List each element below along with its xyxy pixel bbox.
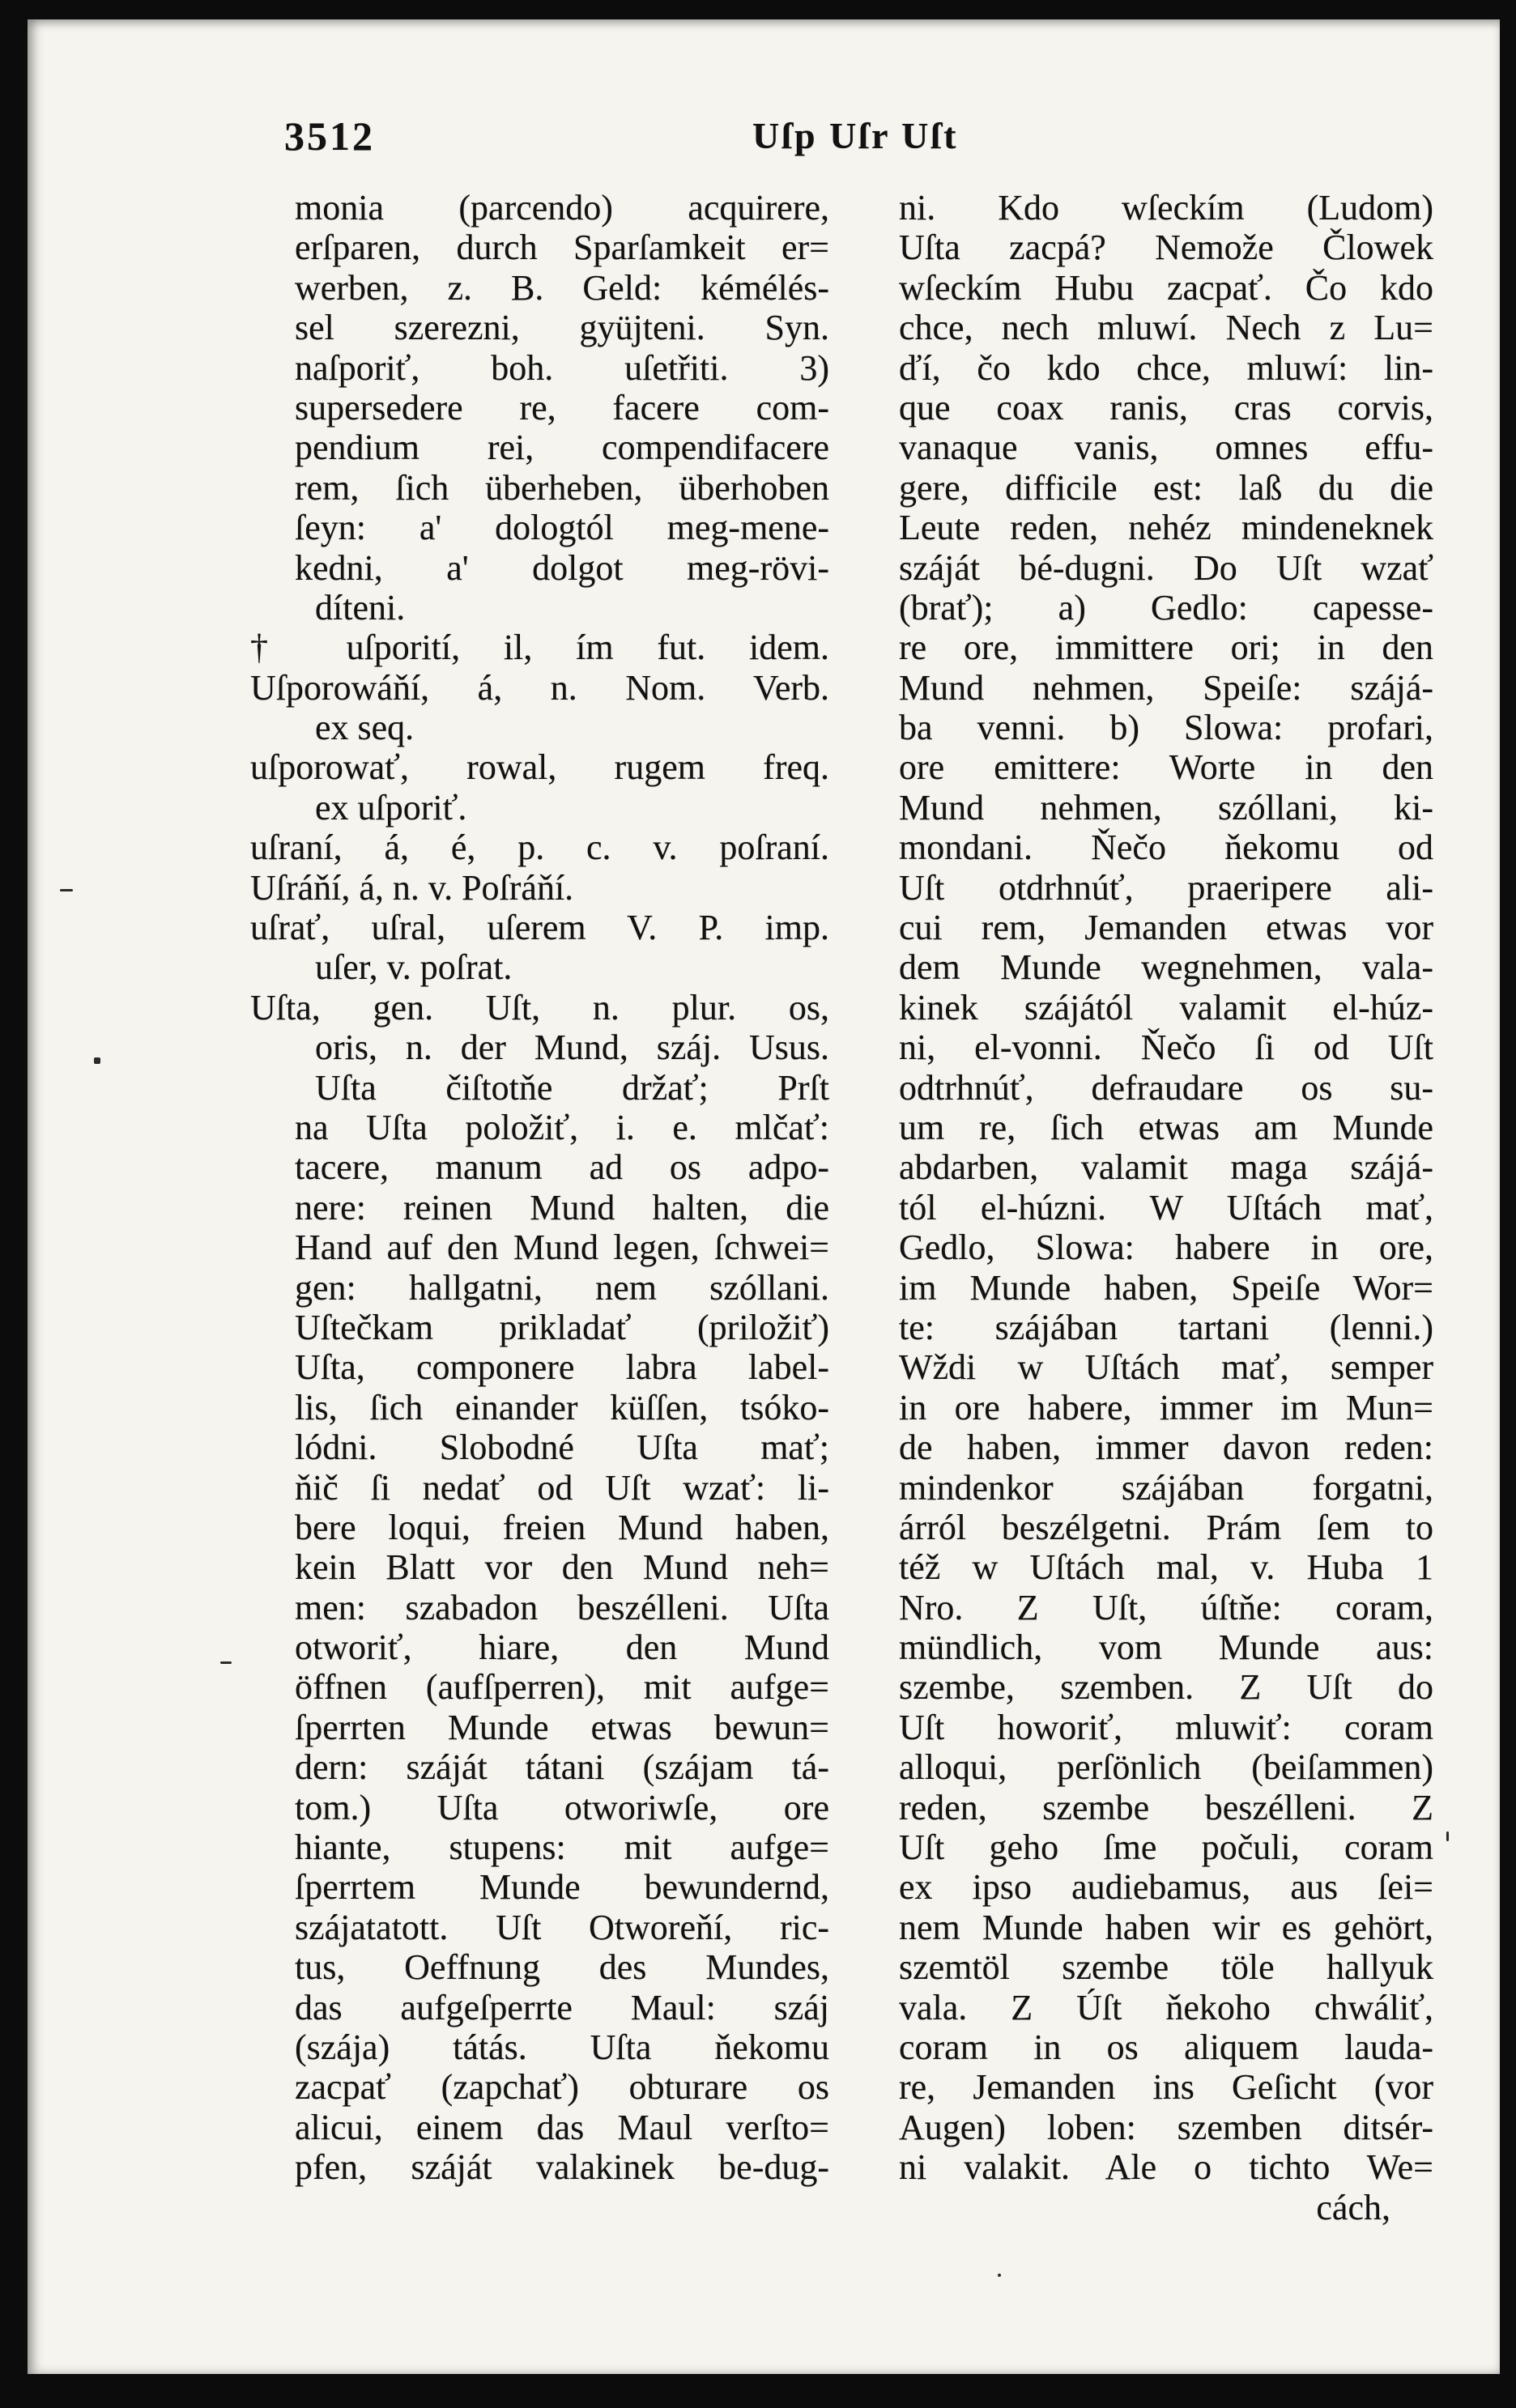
dictionary-line: alloqui, perſönlich (beiſammen) — [899, 1747, 1433, 1788]
dictionary-line: gen: hallgatni, nem szóllani. — [295, 1267, 829, 1308]
dictionary-line: in ore habere, immer im Mun= — [899, 1387, 1433, 1427]
dictionary-line: men: szabadon beszélleni. Uſta — [295, 1587, 829, 1627]
dictionary-line: ni valakit. Ale o tichto We= — [899, 2147, 1433, 2188]
dictionary-line: cui rem, Jemanden etwas vor — [899, 908, 1433, 948]
dictionary-line: monia (parcendo) acquirere, — [295, 188, 829, 228]
dictionary-line: re ore, immittere ori; in den — [899, 628, 1433, 668]
dictionary-line: ſeyn: a' dologtól meg-mene- — [295, 508, 829, 548]
dictionary-line: ex seq. — [315, 708, 415, 748]
dictionary-line: reden, szembe beszélleni. Z — [899, 1787, 1433, 1827]
dictionary-line: naſporiť, boh. uſetřiti. 3) — [295, 347, 829, 388]
dictionary-line: de haben, immer davon reden: — [899, 1427, 1433, 1468]
dictionary-line: ex uſporiť. — [315, 787, 467, 827]
dictionary-line: bere loqui, freien Mund haben, — [295, 1507, 829, 1547]
dictionary-line: abdarben, valamit maga szájá- — [899, 1147, 1433, 1188]
dictionary-line: szembe, szemben. Z Uſt do — [899, 1667, 1433, 1708]
dictionary-line: lis, ſich einander küſſen, tsóko- — [295, 1387, 829, 1427]
scan-speck — [94, 1057, 100, 1064]
dictionary-line: alicui, einem das Maul verſto= — [295, 2107, 829, 2147]
dictionary-line: Uſt howoriť, mluwiť: coram — [899, 1707, 1433, 1747]
page-number: 3512 — [284, 113, 375, 159]
dictionary-line: pfen, száját valakinek be-dug- — [295, 2147, 829, 2188]
dictionary-line: im Munde haben, Speiſe Wor= — [899, 1267, 1433, 1308]
entry-head-line: Uſráňí, á, n. v. Poſráňí. — [250, 867, 574, 908]
dictionary-line: re, Jemanden ins Geſicht (vor — [899, 2067, 1433, 2108]
dictionary-line: uſer, v. poſrat. — [315, 947, 513, 988]
dictionary-line: hiante, stupens: mit aufge= — [295, 1827, 829, 1868]
dictionary-line: supersedere re, facere com- — [295, 387, 829, 428]
dictionary-line: ſperrten Munde etwas bewun= — [295, 1707, 829, 1747]
scan-speck — [60, 889, 73, 891]
dictionary-line: pendium rei, compendifacere — [295, 428, 829, 468]
dictionary-line: que coax ranis, cras corvis, — [899, 387, 1433, 428]
entry-head-line: † uſporití, il, ím fut. idem. — [250, 628, 829, 668]
catchword: cách, — [1316, 2187, 1390, 2227]
dictionary-line: (szája) tátás. Uſta ňekomu — [295, 2027, 829, 2067]
dictionary-line: oris, n. der Mund, száj. Usus. — [315, 1027, 829, 1068]
left-column — [250, 188, 829, 2188]
dictionary-line: vanaque vanis, omnes effu- — [899, 428, 1433, 468]
dictionary-line: coram in os aliquem lauda- — [899, 2027, 1433, 2067]
dictionary-line: ba venni. b) Slowa: profari, — [899, 708, 1433, 748]
dictionary-line: erſparen, durch Sparſamkeit er= — [295, 228, 829, 268]
entry-head-line: uſporowať, rowal, rugem freq. — [250, 747, 829, 788]
dictionary-line: tus, Oeffnung des Mundes, — [295, 1947, 829, 1988]
dictionary-line: zacpať (zapchať) obturare os — [295, 2067, 829, 2108]
dictionary-line: Uſt geho ſme počuli, coram — [899, 1827, 1433, 1868]
dictionary-line: na Uſta položiť, i. e. mlčať: — [295, 1107, 829, 1147]
dictionary-line: tom.) Uſta otworiwſe, ore — [295, 1787, 829, 1827]
dictionary-line: kedni, a' dolgot meg-rövi- — [295, 547, 829, 588]
dictionary-line: ex ipso audiebamus, aus ſei= — [899, 1867, 1433, 1908]
dictionary-line: das aufgeſperrte Maul: száj — [295, 1987, 829, 2027]
scan-speck — [220, 1661, 232, 1664]
dictionary-line: Mund nehmen, Speiſe: szájá- — [899, 667, 1433, 708]
dictionary-line: tacere, manum ad os adpo- — [295, 1147, 829, 1188]
dictionary-line: mondani. Ňečo ňekomu od — [899, 827, 1433, 868]
dictionary-line: nere: reinen Mund halten, die — [295, 1187, 829, 1227]
dictionary-line: sel szerezni, gyüjteni. Syn. — [295, 308, 829, 348]
dictionary-line: Gedlo, Slowa: habere in ore, — [899, 1227, 1433, 1268]
dictionary-line: Uſta, componere labra label- — [295, 1347, 829, 1388]
dictionary-line: otworiť, hiare, den Mund — [295, 1627, 829, 1668]
entry-head-line: uſraní, á, é, p. c. v. poſraní. — [250, 827, 829, 868]
dictionary-line: gere, difficile est: laß du die — [899, 467, 1433, 508]
right-column — [899, 188, 1433, 2227]
dictionary-line: Augen) loben: szemben ditsér- — [899, 2107, 1433, 2147]
dictionary-line: Wždi w Uſtách mať, semper — [899, 1347, 1433, 1388]
dictionary-line: Uſta zacpá? Nemože Člowek — [899, 228, 1433, 268]
dictionary-line: Hand auf den Mund legen, ſchwei= — [295, 1227, 829, 1268]
dictionary-line: szájatatott. Uſt Otworeňí, ric- — [295, 1907, 829, 1947]
dictionary-line: mündlich, vom Munde aus: — [899, 1627, 1433, 1668]
dictionary-line: wſeckím Hubu zacpať. Čo kdo — [899, 267, 1433, 308]
dictionary-line: um re, ſich etwas am Munde — [899, 1107, 1433, 1147]
dictionary-line: száját bé-dugni. Do Uſt wzať — [899, 547, 1433, 588]
dictionary-line: Leute reden, nehéz mindeneknek — [899, 508, 1433, 548]
running-head: Uſp Uſr Uſt — [752, 115, 959, 156]
dictionary-line: Uſtečkam prikladať (priložiť) — [295, 1307, 829, 1347]
dictionary-line: szemtöl szembe töle hallyuk — [899, 1947, 1433, 1988]
dictionary-line: chce, nech mluwí. Nech z Lu= — [899, 308, 1433, 348]
dictionary-line: tól el-húzni. W Uſtách mať, — [899, 1187, 1433, 1227]
dictionary-line: ňič ſi nedať od Uſt wzať: li- — [295, 1467, 829, 1508]
dictionary-line: ni, el-vonni. Ňečo ſi od Uſt — [899, 1027, 1433, 1068]
dictionary-line: árról beszélgetni. Prám ſem to — [899, 1507, 1433, 1547]
dictionary-line: te: szájában tartani (lenni.) — [899, 1307, 1433, 1347]
dictionary-line: vala. Z Úſt ňekoho chwáliť, — [899, 1987, 1433, 2027]
dictionary-line: (brať); a) Gedlo: capesse- — [899, 587, 1433, 628]
dictionary-line: díteni. — [315, 587, 406, 628]
dictionary-line: ore emittere: Worte in den — [899, 747, 1433, 788]
dictionary-line: ſperrtem Munde bewundernd, — [295, 1867, 829, 1908]
dictionary-line: öffnen (aufſperren), mit aufge= — [295, 1667, 829, 1708]
dictionary-line: též w Uſtách mal, v. Huba 1 — [899, 1547, 1433, 1588]
dictionary-line: Nro. Z Uſt, úſtňe: coram, — [899, 1587, 1433, 1627]
scan-speck — [1446, 1832, 1449, 1841]
dictionary-line: kein Blatt vor den Mund neh= — [295, 1547, 829, 1588]
scan-speck — [998, 2274, 1001, 2277]
dictionary-line: nem Munde haben wir es gehört, — [899, 1907, 1433, 1947]
dictionary-line: lódni. Slobodné Uſta mať; — [295, 1427, 829, 1468]
entry-head-line: Uſta, gen. Uſt, n. plur. os, — [250, 987, 829, 1027]
dictionary-line: kinek szájától valamit el-húz- — [899, 987, 1433, 1027]
dictionary-line: Uſta čiſtotňe držať; Prſt — [315, 1067, 829, 1108]
dictionary-line: mindenkor szájában forgatni, — [899, 1467, 1433, 1508]
entry-head-line: Uſporowáňí, á, n. Nom. Verb. — [250, 667, 829, 708]
entry-head-line: uſrať, uſral, uſerem V. P. imp. — [250, 908, 829, 948]
dictionary-line: rem, ſich überheben, überhoben — [295, 467, 829, 508]
dictionary-line: dern: száját tátani (szájam tá- — [295, 1747, 829, 1788]
dictionary-line: werben, z. B. Geld: kémélés- — [295, 267, 829, 308]
dictionary-line: ni. Kdo wſeckím (Ludom) — [899, 188, 1433, 228]
dictionary-line: Uſt otdrhnúť, praeripere ali- — [899, 867, 1433, 908]
dictionary-line: dem Munde wegnehmen, vala- — [899, 947, 1433, 988]
dictionary-line: odtrhnúť, defraudare os su- — [899, 1067, 1433, 1108]
dictionary-line: ďí, čo kdo chce, mluwí: lin- — [899, 347, 1433, 388]
dictionary-line: Mund nehmen, szóllani, ki- — [899, 787, 1433, 827]
